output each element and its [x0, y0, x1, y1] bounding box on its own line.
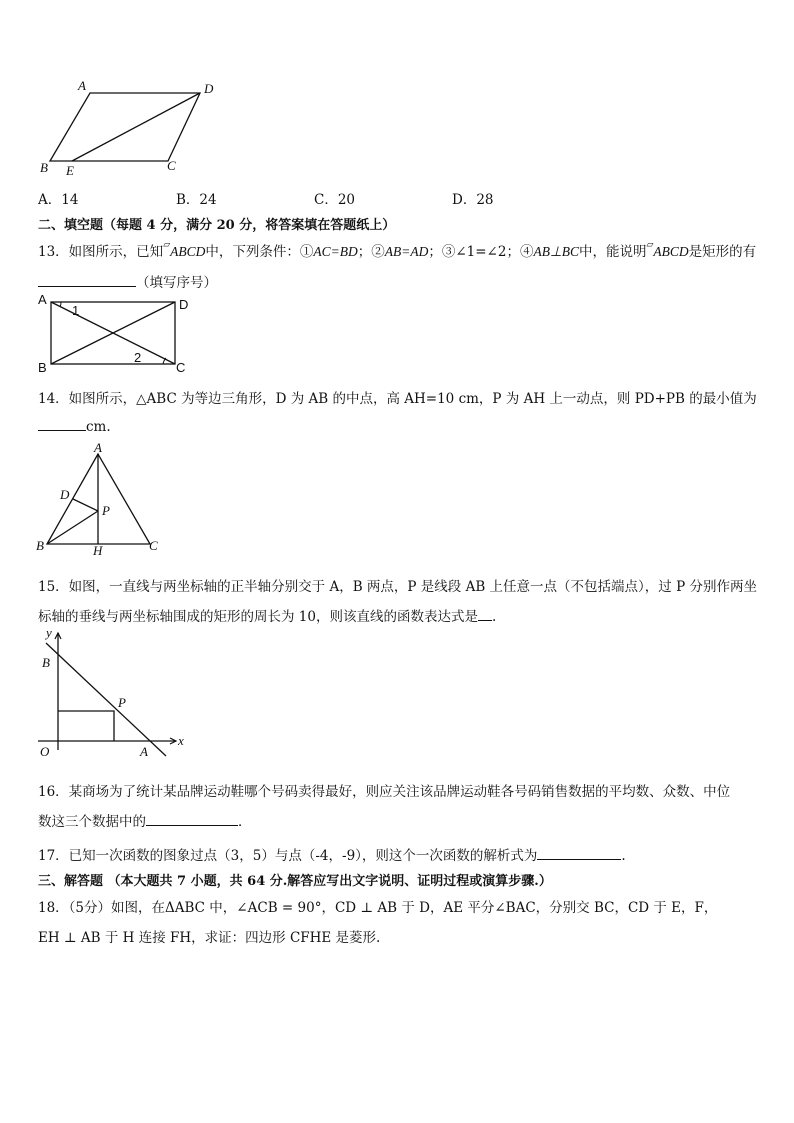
answer-blank — [38, 274, 136, 287]
label-1: 1 — [72, 303, 80, 318]
label-b: B — [42, 655, 50, 670]
q13-cond4: AB⊥BC — [533, 244, 579, 259]
label-b: B — [38, 360, 47, 375]
rectangle-opb — [58, 711, 114, 741]
label-a: A — [38, 292, 47, 307]
q13-abcd: ABCD — [170, 244, 206, 259]
q18-line2: EH ⊥ AB 于 H 连接 FH，求证：四边形 CFHE 是菱形. — [38, 930, 381, 946]
axes-figure — [30, 625, 205, 765]
label-d: D — [204, 81, 214, 96]
parallelogram-symbol: ▱ — [646, 240, 654, 250]
option-b: B．24 — [176, 192, 217, 208]
q14-line1: 14．如图所示，△ABC 为等边三角形，D 为 AB 的中点，高 AH=10 cm，P 为 AH 上一动点，则 PD+PB 的最小值为 — [38, 391, 757, 407]
label-p: P — [118, 695, 126, 710]
label-d: D — [179, 297, 189, 312]
label-c: C — [149, 538, 158, 553]
q13-text-c: 中，能说明 — [578, 244, 647, 260]
q16-line2 — [38, 810, 252, 830]
label-b: B — [36, 538, 44, 553]
label-c: C — [167, 158, 176, 173]
segment-dp — [73, 499, 98, 511]
answer-blank — [537, 847, 621, 860]
q18-line1: 18．（5分）如图，在ΔABC 中，∠ACB = 90°，CD ⊥ AB 于 D，AE 平分∠BAC，分别交 BC，CD 于 E，F， — [38, 900, 718, 916]
q17-end: . — [621, 848, 626, 864]
q13-text-a: 13．如图所示，已知 — [38, 244, 164, 260]
label-x: x — [178, 733, 184, 748]
rectangle-figure — [30, 290, 195, 375]
option-d: D．28 — [452, 192, 494, 208]
q13-line2 — [38, 271, 217, 291]
q16-text: 数这三个数据中的 — [38, 814, 146, 830]
q15-end: . — [491, 609, 497, 625]
q16-line1: 16．某商场为了统计某品牌运动鞋哪个号码卖得最好，则应关注该品牌运动鞋各号码销售数据的平均数、众数、中位 — [38, 784, 731, 800]
q13-cond2: AB=AD — [384, 244, 429, 259]
parallelogram-shape — [50, 93, 200, 161]
label-d: D — [60, 487, 70, 502]
q13-line1 — [38, 240, 756, 260]
parallelogram-figure — [30, 78, 230, 183]
q15-line1: 15．如图，一直线与两坐标轴的正半轴分别交于 A，B 两点，P 是线段 AB 上任意一点（不包括端点），过 P 分别作两坐 — [38, 579, 757, 595]
option-a: A．14 — [38, 192, 79, 208]
q13-text-d: 是矩形的有 — [688, 244, 757, 260]
parallelogram-symbol: ▱ — [163, 240, 171, 250]
q17-line — [38, 844, 626, 864]
q17-text: 17．已知一次函数的图象过点（3，5）与点（-4，-9），则这个一次函数的解析式为 — [38, 848, 538, 864]
q14-line2 — [38, 418, 111, 435]
label-e: E — [66, 163, 74, 178]
triangle-figure — [30, 440, 170, 555]
label-h: H — [93, 543, 103, 555]
line-ab — [46, 643, 166, 756]
q15-text: 标轴的垂线与两坐标轴围成的矩形的周长为 10，则该直线的函数表达式是 — [38, 609, 478, 625]
q13-abcd: ABCD — [653, 244, 689, 259]
q13-sep2: ；③∠1=∠2；④ — [428, 244, 534, 260]
answer-blank — [146, 813, 238, 826]
q15-line2 — [38, 605, 496, 625]
label-a: A — [140, 744, 148, 759]
section-3-heading: 三、解答题 （本大题共 7 小题，共 64 分.解答应写出文字说明、证明过程或演算步骤.） — [38, 874, 552, 889]
label-a: A — [94, 440, 102, 455]
q13-hint: （填写序号） — [136, 275, 217, 291]
q13-cond1: AC=BD — [313, 244, 358, 259]
label-y: y — [46, 625, 52, 640]
answer-blank — [38, 418, 86, 431]
angle-mark-1 — [60, 302, 61, 307]
label-a: A — [78, 78, 86, 93]
answer-blank — [478, 608, 492, 621]
label-2: 2 — [134, 350, 142, 365]
option-c: C．20 — [314, 192, 356, 208]
q14-unit: cm. — [86, 419, 111, 435]
q13-text-b: 中，下列条件：① — [205, 244, 314, 260]
label-b: B — [40, 160, 48, 175]
label-o: O — [40, 744, 50, 759]
label-c: C — [176, 360, 186, 375]
q13-sep1: ；② — [357, 244, 385, 260]
section-2-heading: 二、填空题（每题 4 分，满分 20 分，将答案填在答题纸上） — [38, 218, 396, 233]
q16-end: ． — [238, 814, 252, 830]
segment-bp — [47, 511, 98, 544]
diagonal-ed — [72, 93, 200, 161]
label-p: P — [102, 503, 110, 518]
